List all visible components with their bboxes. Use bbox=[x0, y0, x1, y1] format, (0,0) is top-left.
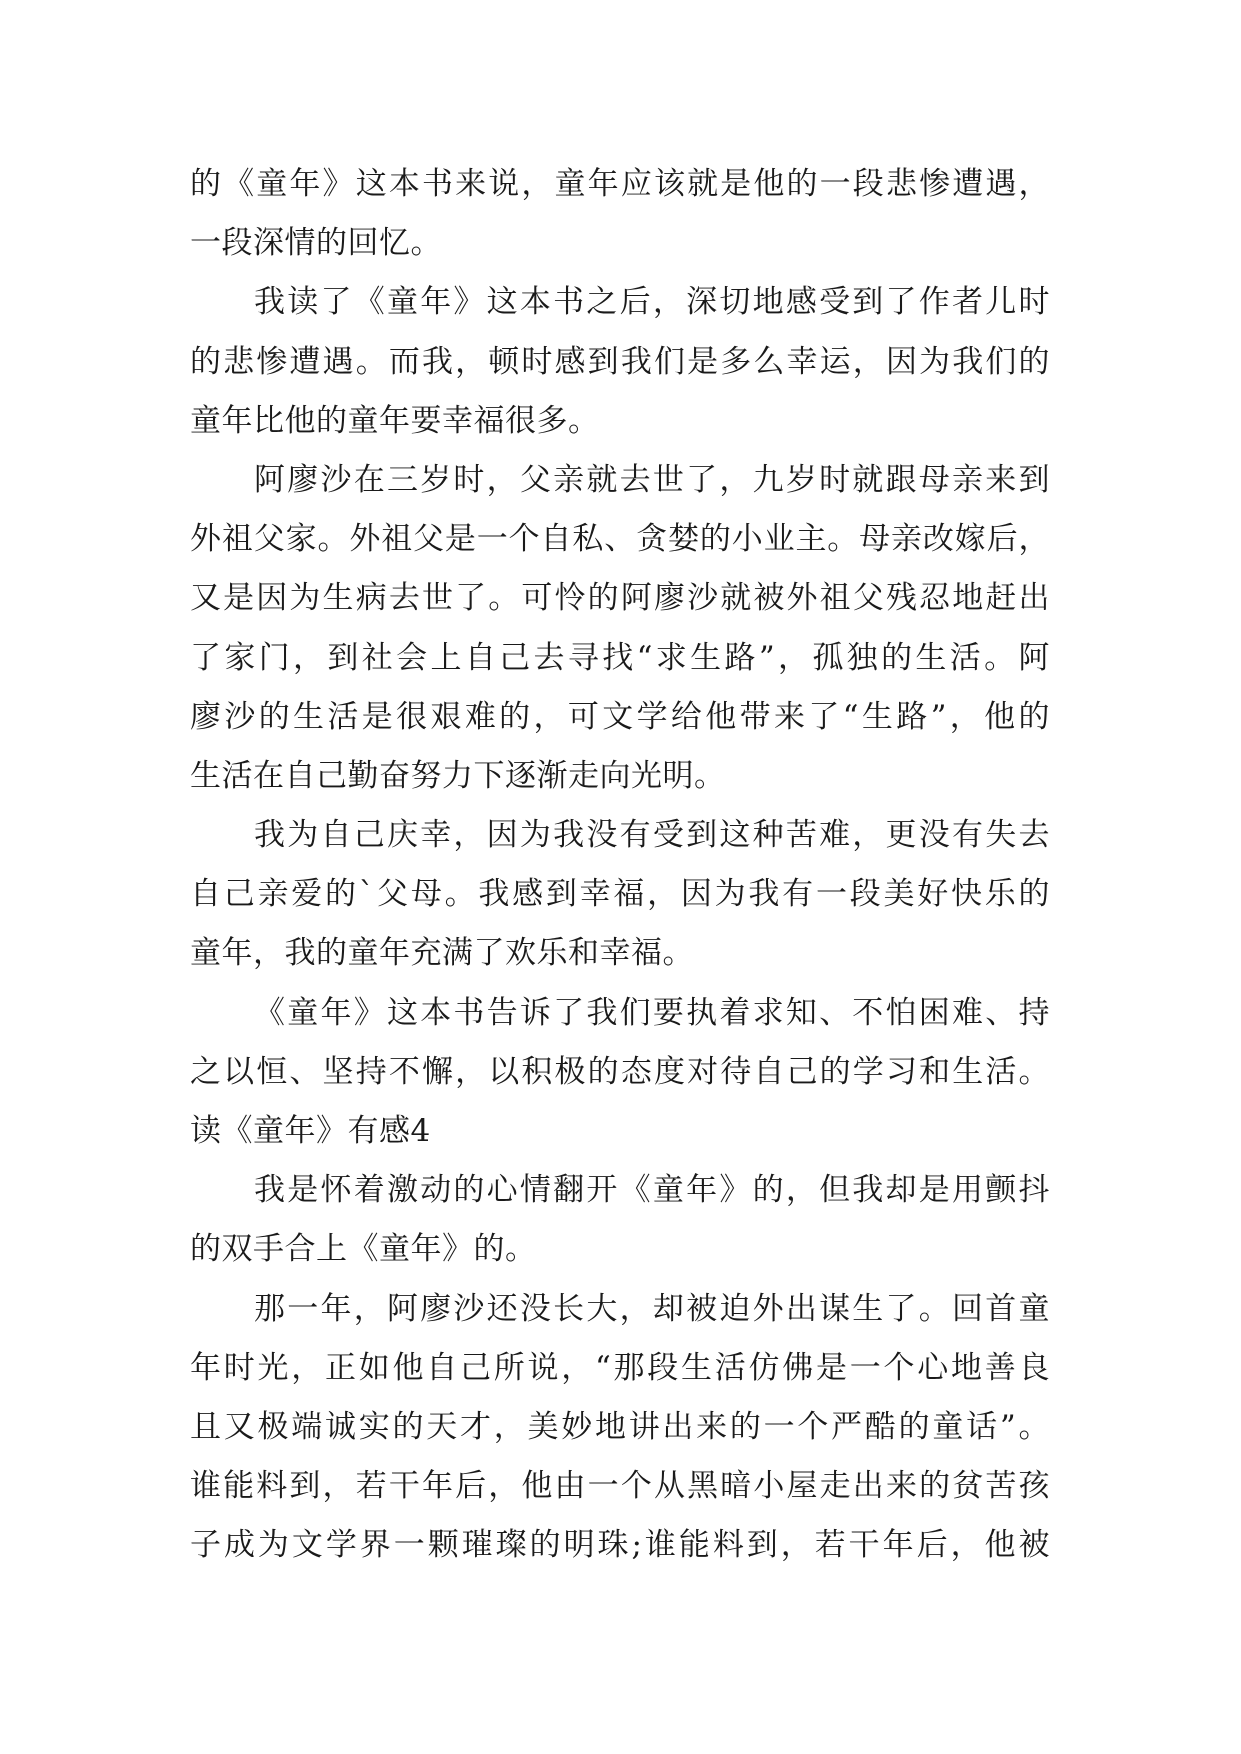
text-line-22: 且又极端诚实的天才，美妙地讲出来的一个严酷的童话”。 bbox=[190, 1408, 1050, 1445]
text-line-14: 童年，我的童年充满了欢乐和幸福。 bbox=[190, 935, 694, 972]
text-line-13: 自己亲爱的`父母。我感到幸福，因为我有一段美好快乐的 bbox=[190, 876, 1050, 913]
text-line-6: 阿廖沙在三岁时，父亲就去世了，九岁时就跟母亲来到 bbox=[254, 461, 1050, 498]
document-body bbox=[190, 155, 1050, 1576]
text-line-16: 之以恒、坚持不懈，以积极的态度对待自己的学习和生活。 bbox=[190, 1053, 1050, 1090]
text-line-12: 我为自己庆幸，因为我没有受到这种苦难，更没有失去 bbox=[254, 817, 1050, 854]
text-line-23: 谁能料到，若干年后，他由一个从黑暗小屋走出来的贫苦孩 bbox=[190, 1468, 1050, 1505]
text-line-21: 年时光，正如他自己所说，“那段生活仿佛是一个心地善良 bbox=[190, 1349, 1050, 1386]
text-line-2: 一段深情的回忆。 bbox=[190, 225, 442, 262]
text-line-9: 了家门，到社会上自己去寻找“求生路”，孤独的生活。阿 bbox=[190, 639, 1050, 676]
text-line-20: 那一年，阿廖沙还没长大，却被迫外出谋生了。回首童 bbox=[254, 1290, 1050, 1327]
text-line-15: 《童年》这本书告诉了我们要执着求知、不怕困难、持 bbox=[254, 994, 1050, 1031]
text-line-24: 子成为文学界一颗璀璨的明珠;谁能料到，若干年后，他被 bbox=[190, 1527, 1050, 1564]
text-line-7: 外祖父家。外祖父是一个自私、贪婪的小业主。母亲改嫁后， bbox=[190, 521, 1050, 558]
text-line-19: 的双手合上《童年》的。 bbox=[190, 1231, 537, 1268]
text-line-10: 廖沙的生活是很艰难的，可文学给他带来了“生路”，他的 bbox=[190, 698, 1050, 735]
text-line-4: 的悲惨遭遇。而我，顿时感到我们是多么幸运，因为我们的 bbox=[190, 343, 1050, 380]
text-line-11: 生活在自己勤奋努力下逐渐走向光明。 bbox=[190, 757, 726, 794]
text-line-5: 童年比他的童年要幸福很多。 bbox=[190, 402, 600, 439]
text-line-18: 我是怀着激动的心情翻开《童年》的，但我却是用颤抖 bbox=[254, 1172, 1050, 1209]
text-line-8: 又是因为生病去世了。可怜的阿廖沙就被外祖父残忍地赶出 bbox=[190, 580, 1050, 617]
text-line-1: 的《童年》这本书来说，童年应该就是他的一段悲惨遭遇， bbox=[190, 166, 1050, 202]
section-heading: 读《童年》有感4 bbox=[190, 1113, 431, 1149]
text-line-3: 我读了《童年》这本书之后，深切地感受到了作者儿时 bbox=[254, 284, 1050, 321]
